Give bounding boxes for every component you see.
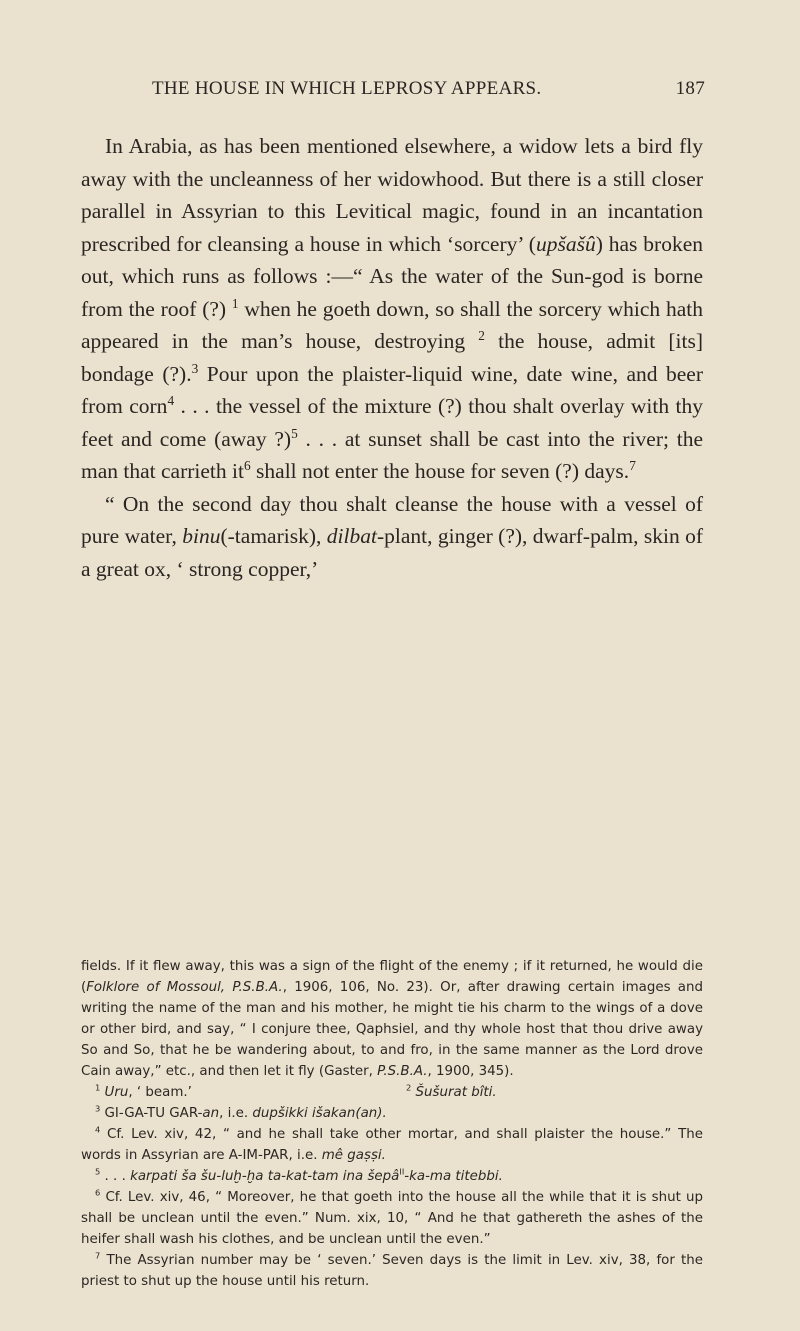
- footnotes-1-2: [81, 1082, 703, 1103]
- footnote-1: $^1$ Uru, ‘ beam.’: [95, 1082, 192, 1100]
- running-title: THE HOUSE IN WHICH LEPROSY APPEARS.: [152, 78, 542, 99]
- footnote-ref-3: 3: [191, 360, 199, 376]
- footnote-2: $^2$ Šušurat bîti.: [406, 1082, 497, 1100]
- footnote-ref-5: 5: [291, 425, 298, 441]
- footnote-ref-4: 4: [167, 392, 175, 408]
- footnotes: [81, 956, 703, 1292]
- footnote-4: $^4$ Cf. Lev. xiv, 42, “ and he shall take other mortar, and shall plaister the house.” The words in Assyrian are A-IM-PAR, i.e. mê gaṣṣi.: [81, 1124, 703, 1163]
- footnote-ref-6: 6: [243, 457, 251, 473]
- paragraph-1: In Arabia, as has been mentioned elsewhere, a widow lets a bird fly away with the uncleanness of her widowhood. But there is a still closer parallel in Assyrian to this Levitical magic, found in an incantation prescribed for cleansing a house in which ‘sorcery’ (upšašû) has broken out, which runs as follows :—“ As the water of the Sun-god is borne from the roof (?) $^1$ when he goeth down, so shall the sorcery which hath appeared in the man’s house, destroying $^2$ the house, admit [its] bondage (?).$^3$ Pour upon the plaister-liquid wine, date wine, and beer from corn$^4$ . . . the vessel of the mixture (?) thou shalt overlay with thy feet and come (away ?)$^5$ . . . at sunset shall be cast into the river; the man that carrieth $it^6$ shall not enter the house for seven (?) days.$^7$: [81, 134, 704, 483]
- footnote-6: $^6$ Cf. Lev. xiv, 46, “ Moreover, he that goeth into the house all the while that it is shut up shall be unclean until the even.” Num. xix, 10, “ And he that gathereth the ashes of the heifer shall wash his clothes, and be unclean until the even.”: [81, 1187, 703, 1247]
- footnote-ref-7: 7: [629, 457, 636, 473]
- footnote-ref-2: 2: [478, 327, 485, 343]
- page-number: 187: [675, 78, 705, 99]
- footnote-continuation: fields. If it flew away, this was a sign of the flight of the enemy ; if it returned, he would die (Folklore of Mossoul, P.S.B.A., 1906, 106, No. 23). Or, after drawing certain images and writing the name of the man and his mother, he might tie his charm to the wings of a dove or other bird, and say, “ I conjure thee, Qaphsiel, and thy whole host that thou drive away So and So, that he be wandering about, to and fro, in the same manner as the Lord drove Cain away,” etc., and then let it fly (Gaster, P.S.B.A., 1900, 345).: [81, 959, 704, 1079]
- main-text: [81, 130, 703, 585]
- footnote-3: $^3$ GI-GA-TU GAR-an, i.e. dupšikki išakan(an).: [95, 1103, 387, 1121]
- footnote-7: $^7$ The Assyrian number may be ‘ seven.’ Seven days is the limit in Lev. xiv, 38, for the priest to shut up the house until his return.: [81, 1250, 703, 1289]
- term-dilbat: dilbat: [326, 524, 377, 548]
- footnote-5: $^5$ . . . karpati ša šu-luḫ-ḫa ta-kat-tam ina šepâ$^{II}$-ka-ma titebbi.: [95, 1166, 503, 1184]
- paragraph-2: “ On the second day thou shalt cleanse the house with a vessel of pure water, binu(-tamarisk), dilbat-plant, ginger (?), dwarf-palm, skin of a great ox, ‘ strong copper,’: [81, 491, 703, 581]
- term-upsasu: upšašû: [535, 231, 596, 256]
- term-binu: binu: [182, 524, 221, 548]
- footnote-ref-1: 1: [231, 295, 239, 311]
